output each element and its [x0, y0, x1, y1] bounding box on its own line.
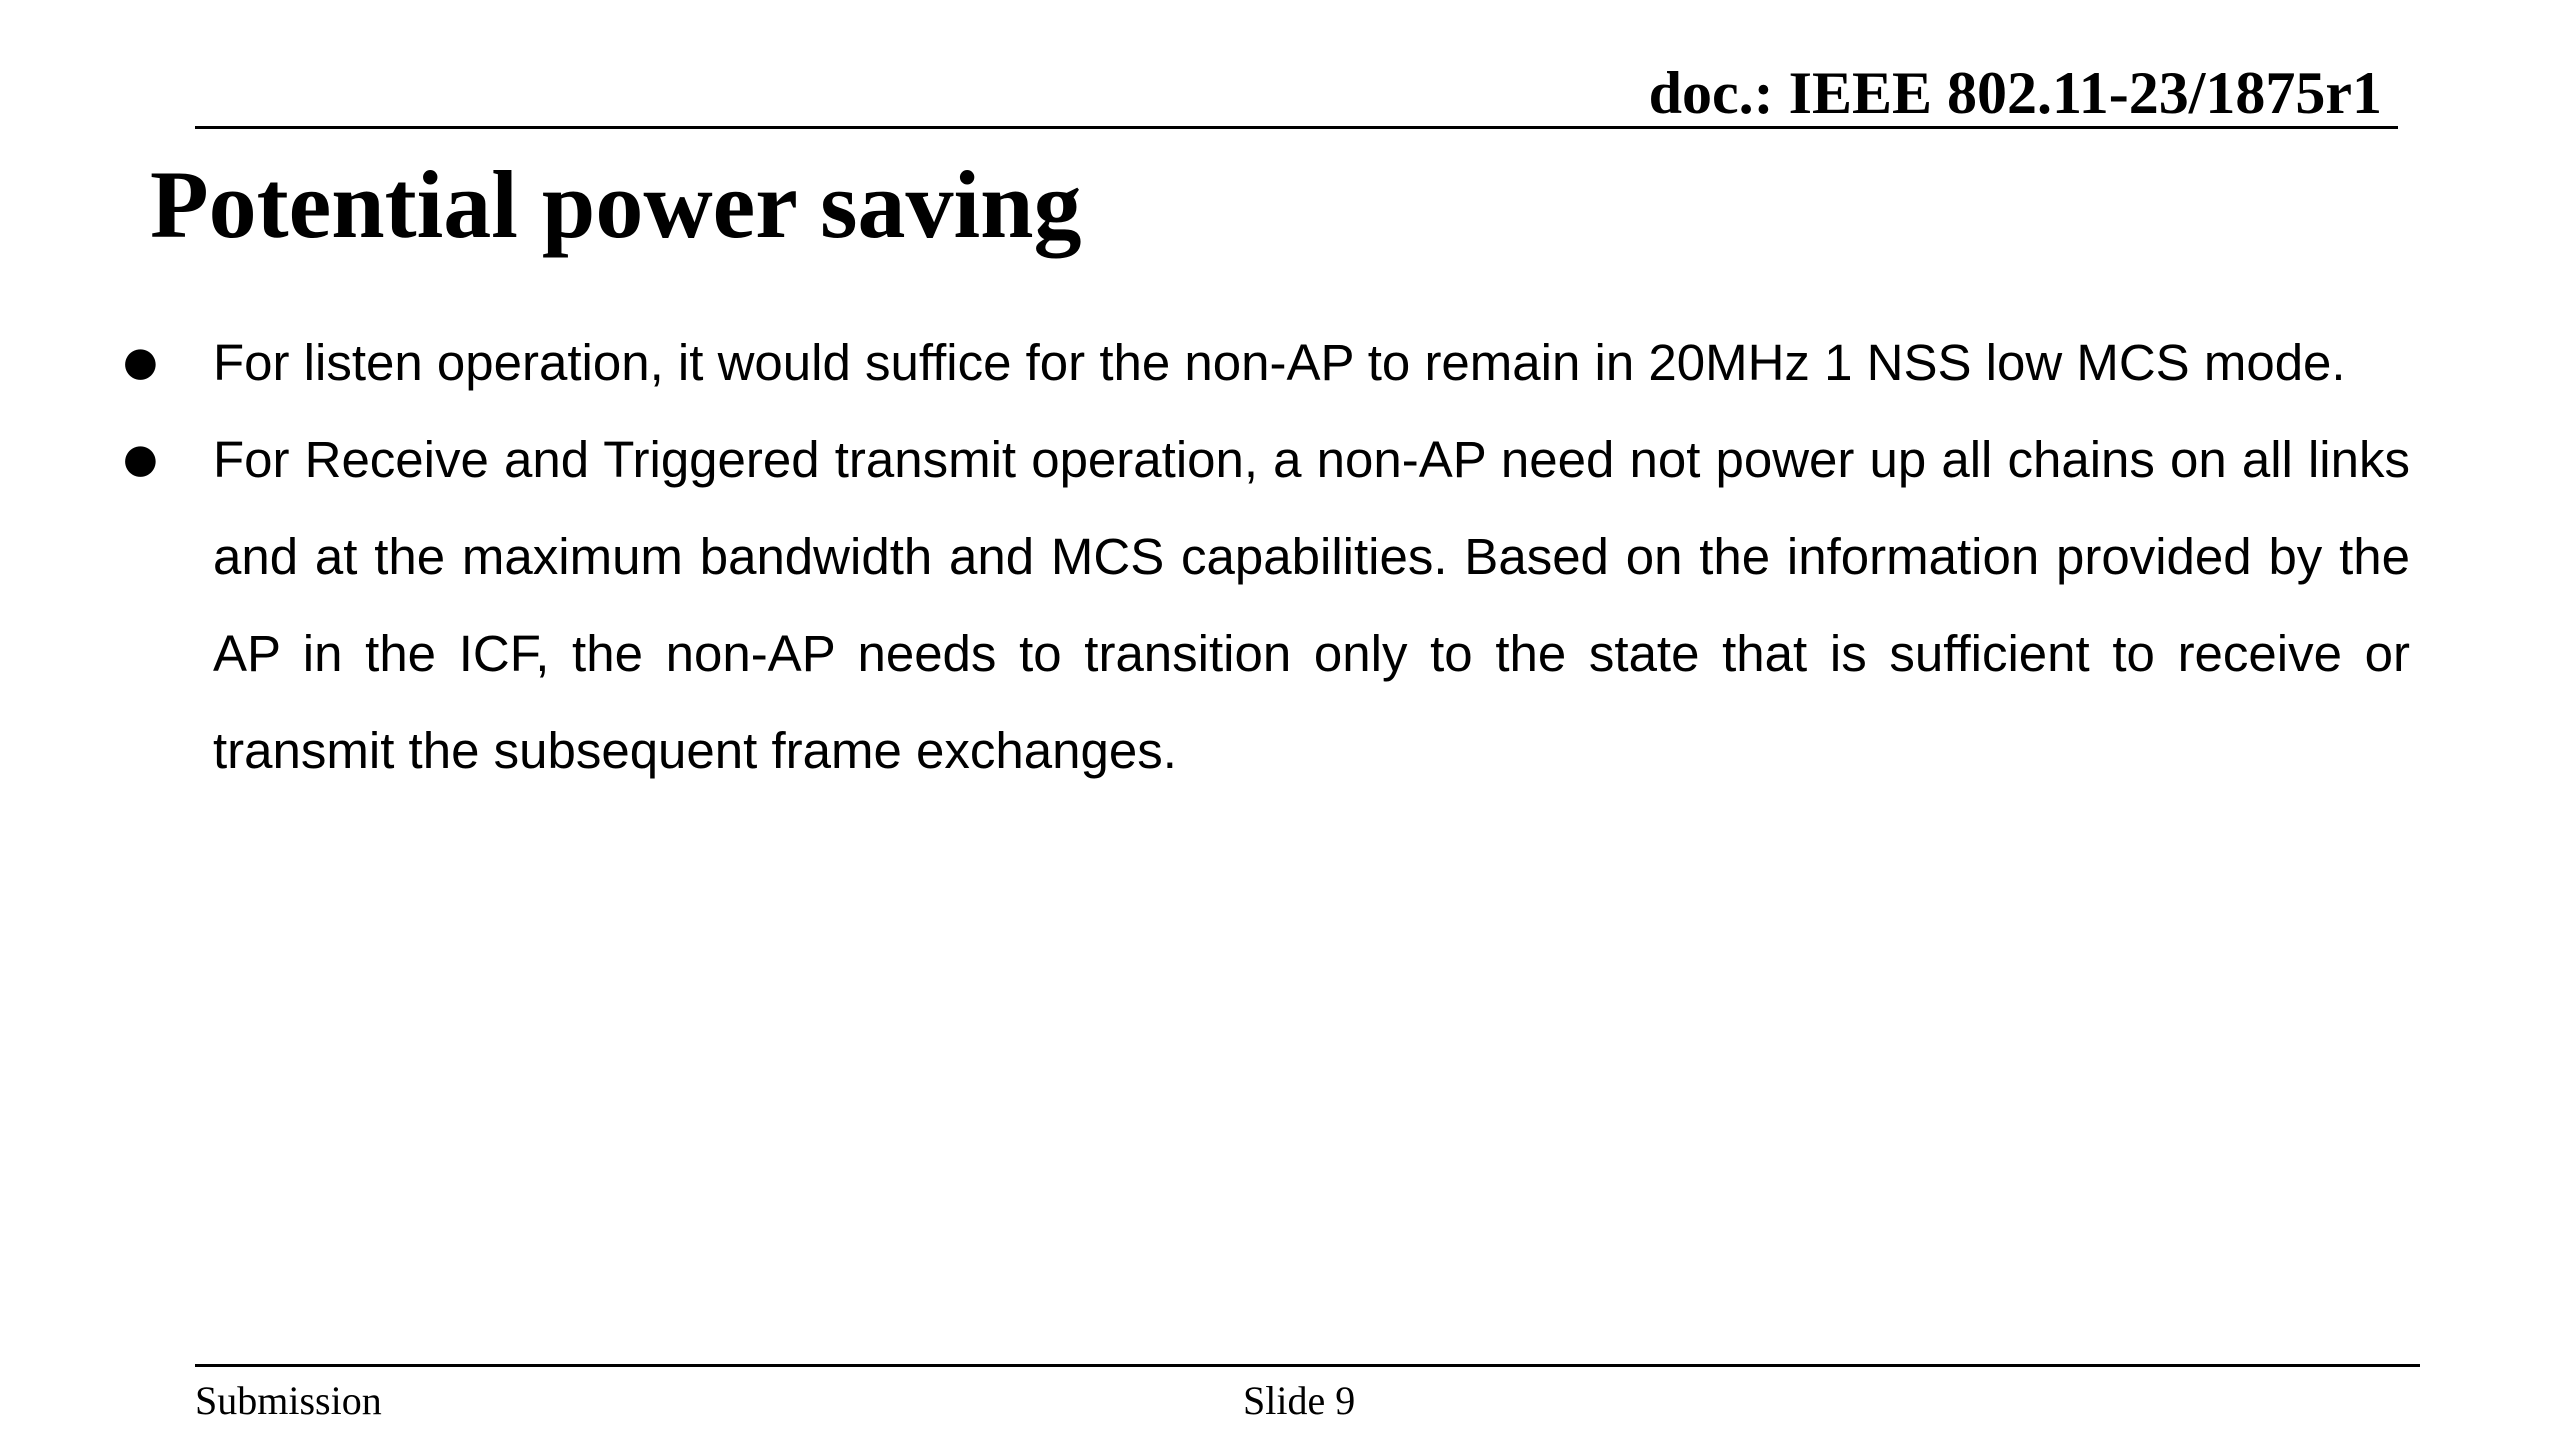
slide-number: Slide 9	[1243, 1378, 1356, 1423]
bullet-text: For listen operation, it would suffice for the non-AP to remain in 20MHz 1 NSS low MCS mode.	[213, 334, 2346, 391]
bullet-text: For Receive and Triggered transmit operation, a non-AP need not power up all chains on all links and at the maximum bandwidth and MCS capabilities. Based on the information provided by the AP in the ICF, the non-AP needs to transition only to the state that is sufficient to receive or transmit the subsequent frame exchanges.	[213, 431, 2410, 779]
slide-title: Potential power saving	[150, 151, 1082, 258]
header-divider	[195, 126, 2398, 129]
bullet-dot-icon: ●	[123, 339, 158, 385]
bullet-item	[120, 314, 2410, 411]
bullet-item	[120, 411, 2410, 799]
footer-divider	[195, 1364, 2420, 1367]
bullet-dot-icon: ●	[123, 436, 158, 482]
footer-submission: Submission	[195, 1378, 382, 1423]
bullet-list	[120, 314, 2410, 799]
document-id: doc.: IEEE 802.11-23/1875r1	[1648, 60, 2382, 126]
